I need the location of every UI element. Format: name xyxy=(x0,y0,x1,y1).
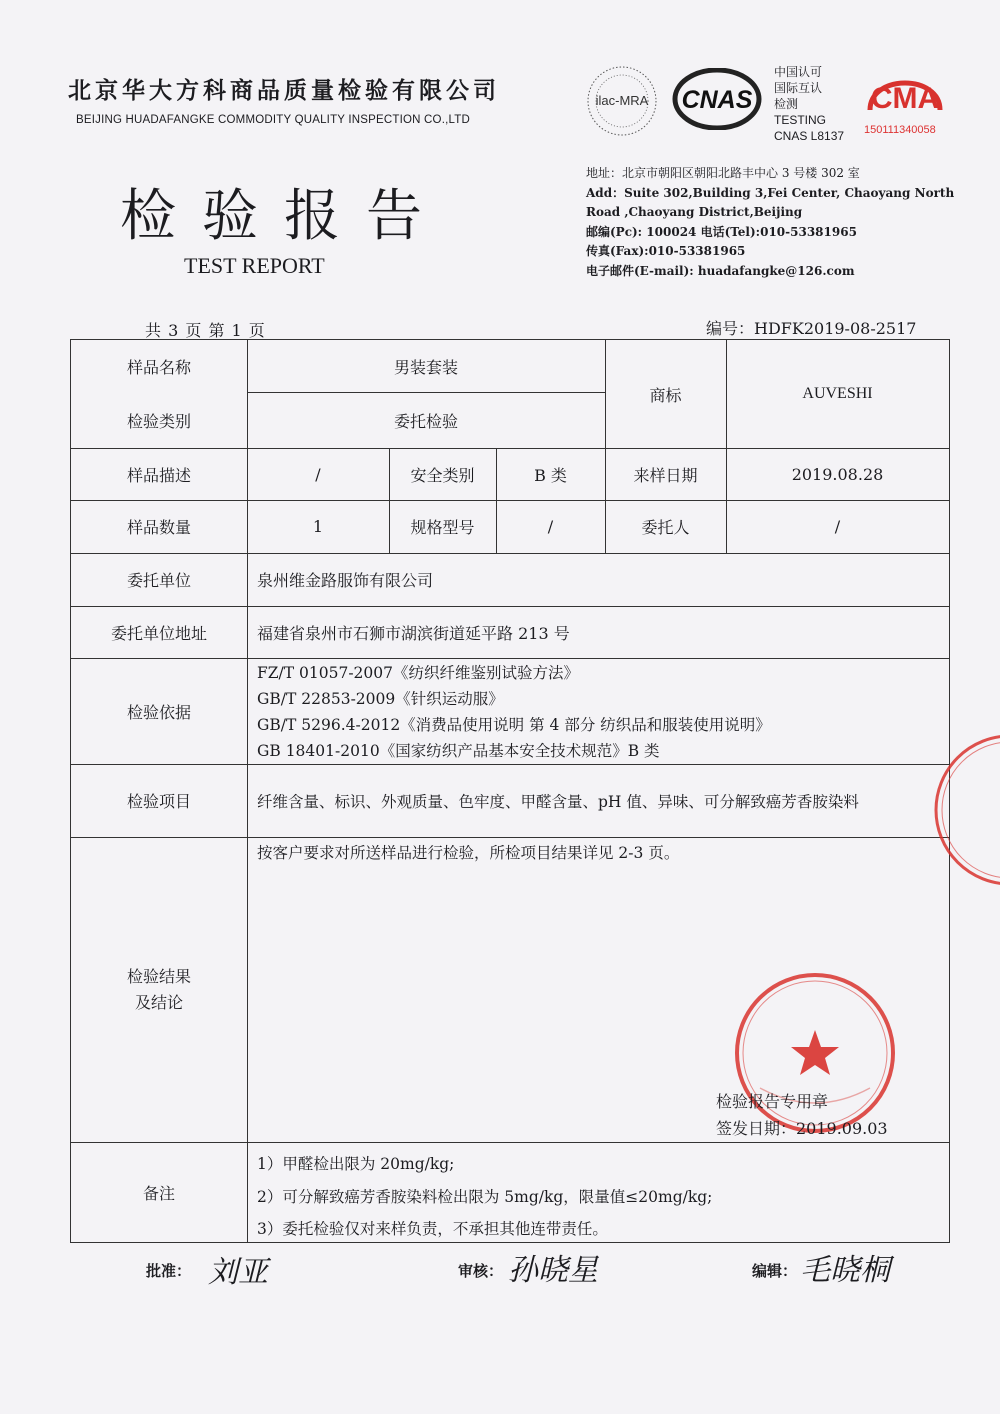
basis-standard: GB/T 5296.4-2012《消费品使用说明 第 4 部分 纺织品和服装使用说明》 xyxy=(257,716,771,734)
report-title-cn: 检验报告 xyxy=(120,184,448,249)
inspection-type-label: 检验类别 xyxy=(126,411,191,431)
arrival-date-value: 2019.08.28 xyxy=(791,464,884,484)
basis-standard: GB 18401-2010《国家纺织产品基本安全技术规范》B 类 xyxy=(257,742,660,760)
cma-number: 150111340058 xyxy=(864,124,936,136)
remark-item: 3）委托检验仅对来样负责，不承担其他连带责任。 xyxy=(257,1220,608,1238)
svg-text:ilac-MRA: ilac-MRA xyxy=(595,93,649,108)
address-line: 传真(Fax):010-53381965 xyxy=(586,244,746,258)
cnas-info-line: 检测 xyxy=(774,97,799,111)
cnas-accreditation-info xyxy=(774,64,844,144)
result-label-line: 检验结果 xyxy=(126,966,191,986)
spec-model-label: 规格型号 xyxy=(410,518,475,537)
cma-logo-icon xyxy=(862,68,948,118)
trademark-value: AUVESHI xyxy=(802,385,873,402)
svg-text:CNAS: CNAS xyxy=(681,86,753,114)
basis-standard: GB/T 22853-2009《针织运动服》 xyxy=(257,690,504,708)
client-address-label: 委托单位地址 xyxy=(110,623,207,643)
trademark-label: 商标 xyxy=(649,385,682,405)
safety-category-label: 安全类别 xyxy=(410,465,475,485)
sample-desc-value: / xyxy=(315,464,321,484)
company-name-cn: 北京华大方科商品质量检验有限公司 xyxy=(68,77,500,104)
cnas-info-line: 国际互认 xyxy=(774,81,823,95)
inspection-type-value: 委托检验 xyxy=(393,411,458,431)
client-unit-value: 泉州维金路服饰有限公司 xyxy=(257,571,434,590)
inspection-items-value: 纤维含量、标识、外观质量、色牢度、甲醛含量、pH 值、异味、可分解致癌芳香胺染料 xyxy=(257,792,859,811)
remarks-list xyxy=(257,1148,712,1246)
client-value: / xyxy=(834,517,841,536)
cnas-info-line: CNAS L8137 xyxy=(774,129,845,143)
remark-item: 2）可分解致癌芳香胺染料检出限为 5mg/kg，限量值≤20mg/kg; xyxy=(257,1187,713,1206)
cnas-info-line: TESTING xyxy=(774,113,827,127)
inspection-basis-label: 检验依据 xyxy=(126,702,191,722)
client-unit-label: 委托单位 xyxy=(126,571,191,590)
approve-label: 批准： xyxy=(146,1262,192,1280)
issue-date: 签发日期：2019.09.03 xyxy=(716,1119,888,1138)
inspection-basis-list xyxy=(257,660,771,764)
lab-address-block xyxy=(586,164,955,281)
basis-standard: FZ/T 01057-2007《纺织纤维鉴别试验方法》 xyxy=(257,664,580,682)
page-count: 共 3 页 第 1 页 xyxy=(145,321,266,340)
address-line: 地址：北京市朝阳区朝阳北路丰中心 3 号楼 302 室 xyxy=(586,166,860,180)
result-conclusion-label xyxy=(71,837,247,1142)
address-line: 电子邮件(E-mail): huadafangke@126.com xyxy=(586,263,855,278)
cnas-logo-icon xyxy=(672,68,762,130)
remarks-label: 备注 xyxy=(142,1183,175,1203)
inspection-items-label: 检验项目 xyxy=(126,792,191,811)
address-line: Add：Suite 302,Building 3,Fei Center, Chaoyang North xyxy=(586,185,955,200)
client-label: 委托人 xyxy=(641,518,690,537)
safety-category-value: B 类 xyxy=(534,465,567,485)
spec-model-value: / xyxy=(547,517,554,536)
review-label: 审核： xyxy=(458,1262,504,1280)
result-label-line: 及结论 xyxy=(134,992,183,1012)
approve-signature: 刘亚 xyxy=(208,1255,268,1290)
sample-name-value: 男装套装 xyxy=(393,357,458,377)
report-title-en: TEST REPORT xyxy=(184,253,325,278)
seal-label: 检验报告专用章 xyxy=(716,1092,829,1111)
arrival-date-label: 来样日期 xyxy=(633,465,698,485)
edit-signature: 毛晓桐 xyxy=(800,1253,890,1288)
result-conclusion-value: 按客户要求对所送样品进行检验，所检项目结果详见 2-3 页。 xyxy=(257,844,680,862)
review-signature: 孙晓星 xyxy=(508,1253,598,1288)
edit-label: 编辑： xyxy=(752,1262,798,1280)
client-address-value: 福建省泉州市石狮市湖滨街道延平路 213 号 xyxy=(257,623,570,643)
remark-item: 1）甲醛检出限为 20mg/kg; xyxy=(257,1155,455,1173)
company-name-en: BEIJING HUADAFANGKE COMMODITY QUALITY INSPECTION CO.,LTD xyxy=(76,114,470,126)
quantity-label: 样品数量 xyxy=(126,518,191,537)
partial-seal-icon xyxy=(930,730,1000,890)
address-line: 邮编(Pc): 100024 电话(Tel):010-53381965 xyxy=(586,224,857,239)
sample-name-label: 样品名称 xyxy=(126,357,191,377)
address-line: Road ,Chaoyang District,Beijing xyxy=(586,205,803,219)
quantity-value: 1 xyxy=(312,517,324,536)
ilac-mra-logo-icon xyxy=(584,64,660,138)
report-number: 编号：HDFK2019-08-2517 xyxy=(706,319,917,338)
seal-info xyxy=(716,1088,888,1142)
sample-desc-label: 样品描述 xyxy=(126,465,191,485)
svg-text:CMA: CMA xyxy=(870,82,940,115)
cnas-info-line: 中国认可 xyxy=(774,65,823,79)
